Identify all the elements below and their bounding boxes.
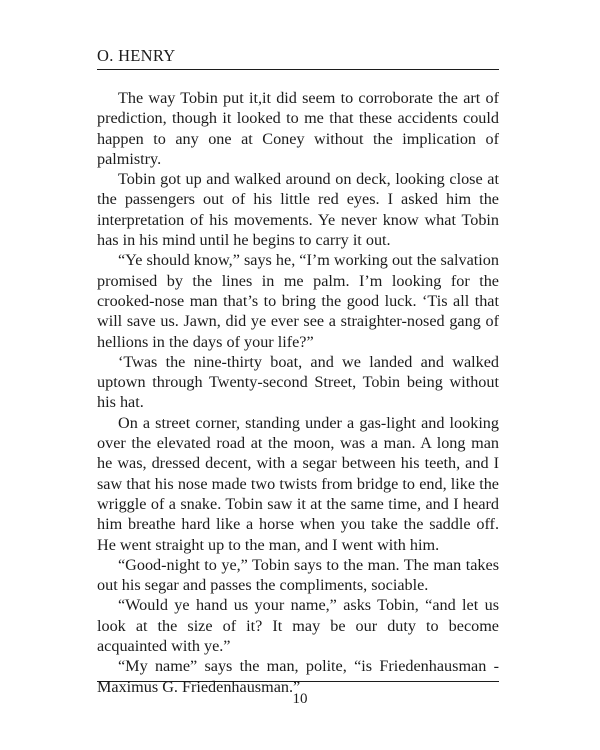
paragraph: Tobin got up and walked around on deck, looking close at the passengers out of his little red eyes. I asked him the interpretation of his movements. Ye never know what Tobin has in his mind until he begins to carry it out.: [97, 170, 499, 250]
header-rule: [97, 69, 499, 70]
paragraph: “Would ye hand us your name,” asks Tobin, “and let us look at the size of it? It may be our duty to become acquainted with ye.”: [97, 596, 499, 656]
running-header: O. HENRY: [97, 46, 176, 65]
page-body: [97, 88, 499, 697]
page-number: 10: [292, 691, 308, 707]
paragraph: “Good-night to ye,” Tobin says to the man. The man takes out his segar and passes the compliments, sociable.: [97, 555, 499, 595]
paragraph: “Ye should know,” says he, “I’m working out the salvation promised by the lines in me palm. I’m looking for the crooked-nose man that’s to bring the good luck. ‘Tis all that will save us. Jawn, did ye ever see a straighter-nosed gang of hellions in the days of your life?”: [97, 251, 499, 351]
paragraph: ‘Twas the nine-thirty boat, and we landed and walked uptown through Twenty-second Street, Tobin being without his hat.: [97, 352, 499, 412]
paragraph: The way Tobin put it,it did seem to corroborate the art of prediction, though it looked to me that these accidents could happen to any one at Coney without the implication of palmistry.: [97, 89, 499, 168]
paragraph: On a street corner, standing under a gas-light and looking over the elevated road at the moon, was a man. A long man he was, dressed decent, with a segar between his teeth, and I saw that his nose made two twists from bridge to end, like the wriggle of a snake. Tobin saw it at the same time, and I heard him breathe hard like a horse when you take the saddle off. He went straight up to the man, and I went with him.: [97, 413, 499, 554]
paragraph: “My name” says the man, polite, “is Friedenhausman - Maximus G. Friedenhausman.”: [97, 657, 499, 696]
footer-rule: [97, 681, 499, 682]
